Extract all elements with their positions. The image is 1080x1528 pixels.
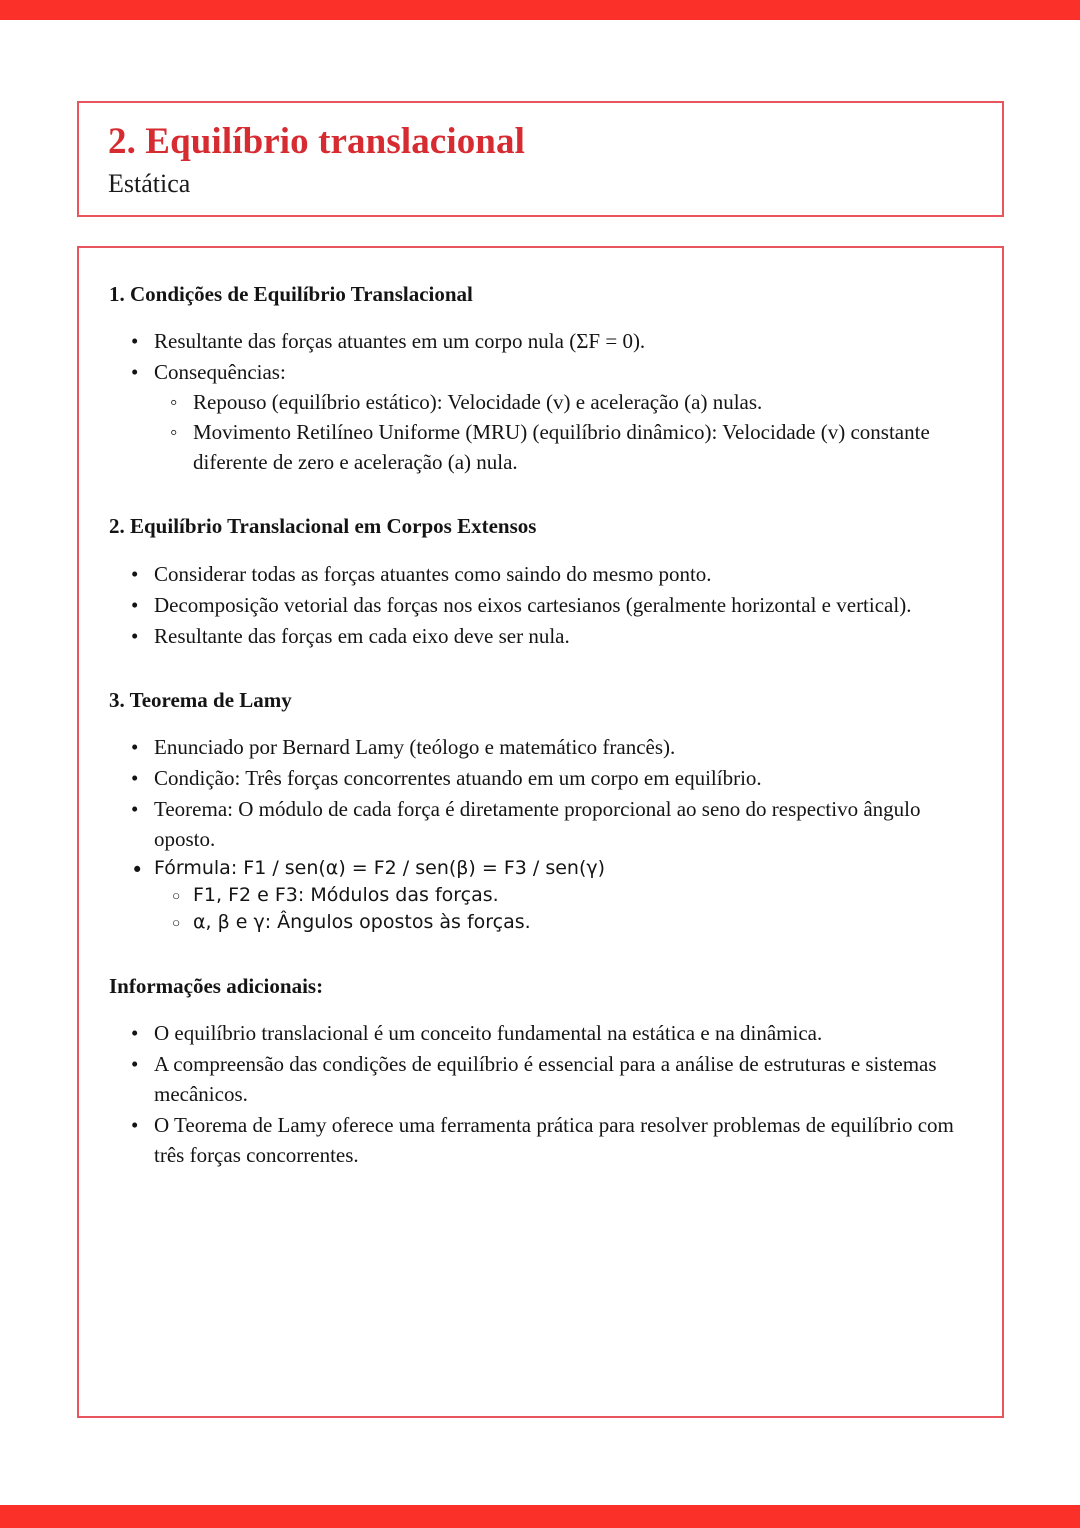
section-heading-2: 2. Equilíbrio Translacional em Corpos Extensos: [109, 514, 537, 539]
section-2-bullet-list: [109, 559, 976, 651]
list-item: [109, 559, 976, 589]
sub-bullet-list: [154, 387, 976, 477]
list-item-text: • Considerar todas as forças atuantes como saindo do mesmo ponto.: [154, 559, 976, 589]
sub-list-item: [154, 387, 976, 417]
list-item: [109, 621, 976, 651]
top-accent-bar: [0, 0, 1080, 20]
list-item: [109, 732, 976, 762]
sub-list-item: [154, 417, 976, 477]
sub-list-item-text: ◦ Movimento Retilíneo Uniforme (MRU) (equilíbrio dinâmico): Velocidade (v) constante diferente de zero e aceleração (a) nula.: [193, 417, 976, 477]
sub-list-item-text: ◦ F1, F2 e F3: Módulos das forças.: [193, 882, 976, 909]
list-item-text: • Resultante das forças atuantes em um corpo nula (ΣF = 0).: [154, 326, 976, 356]
list-item-text: • O equilíbrio translacional é um conceito fundamental na estática e na dinâmica.: [154, 1018, 976, 1048]
list-item-text: • Decomposição vetorial das forças nos eixos cartesianos (geralmente horizontal e vertical).: [154, 590, 976, 620]
section-1-bullet-list: [109, 326, 976, 477]
list-item-text: • Teorema: O módulo de cada força é diretamente proporcional ao seno do respectivo ângulo oposto.: [154, 794, 976, 854]
section-heading-additional-info: Informações adicionais:: [109, 973, 324, 998]
title-card-inner: [79, 103, 1002, 199]
sub-list-item: [154, 882, 976, 909]
section-heading-1: 1. Condições de Equilíbrio Translacional: [109, 282, 473, 306]
additional-info-bullet-list: [109, 1018, 976, 1170]
section-3-bullet-list: [109, 732, 976, 937]
sub-bullet-list: [154, 882, 976, 936]
page-subtitle: Estática: [108, 169, 191, 199]
page-title: 2. Equilíbrio translacional: [108, 121, 525, 162]
list-item: [109, 590, 976, 620]
list-item: [109, 794, 976, 854]
list-item: [109, 1110, 976, 1170]
list-item-text: • Enunciado por Bernard Lamy (teólogo e matemático francês).: [154, 732, 976, 762]
sub-list-item-text: ◦ α, β e γ: Ângulos opostos às forças.: [193, 909, 976, 936]
list-item: [109, 763, 976, 793]
list-item: [109, 1049, 976, 1109]
list-item: [109, 326, 976, 356]
section-heading-3: 3. Teorema de Lamy: [109, 687, 292, 712]
sub-list-item-text: ◦ Repouso (equilíbrio estático): Velocidade (v) e aceleração (a) nulas.: [193, 387, 976, 417]
list-item-text: • O Teorema de Lamy oferece uma ferramenta prática para resolver problemas de equilíbrio com três forças concorrentes.: [154, 1110, 976, 1170]
list-item-text: • Resultante das forças em cada eixo deve ser nula.: [154, 621, 976, 651]
list-item: [109, 357, 976, 477]
list-item-text: • A compreensão das condições de equilíbrio é essencial para a análise de estruturas e sistemas mecânicos.: [154, 1049, 976, 1109]
bottom-accent-bar: [0, 1505, 1080, 1528]
sub-list-item: [154, 909, 976, 936]
list-item: [109, 1018, 976, 1048]
title-card: [77, 101, 1004, 217]
list-item: [109, 855, 976, 936]
lamy-formula-text: • Fórmula: F1 / sen(α) = F2 / sen(β) = F3 / sen(γ): [154, 855, 976, 882]
content-card: [77, 246, 1004, 1418]
content-body: [79, 248, 1002, 1170]
list-item-text: • Consequências:: [154, 357, 976, 387]
list-item-text: • Condição: Três forças concorrentes atuando em um corpo em equilíbrio.: [154, 763, 976, 793]
